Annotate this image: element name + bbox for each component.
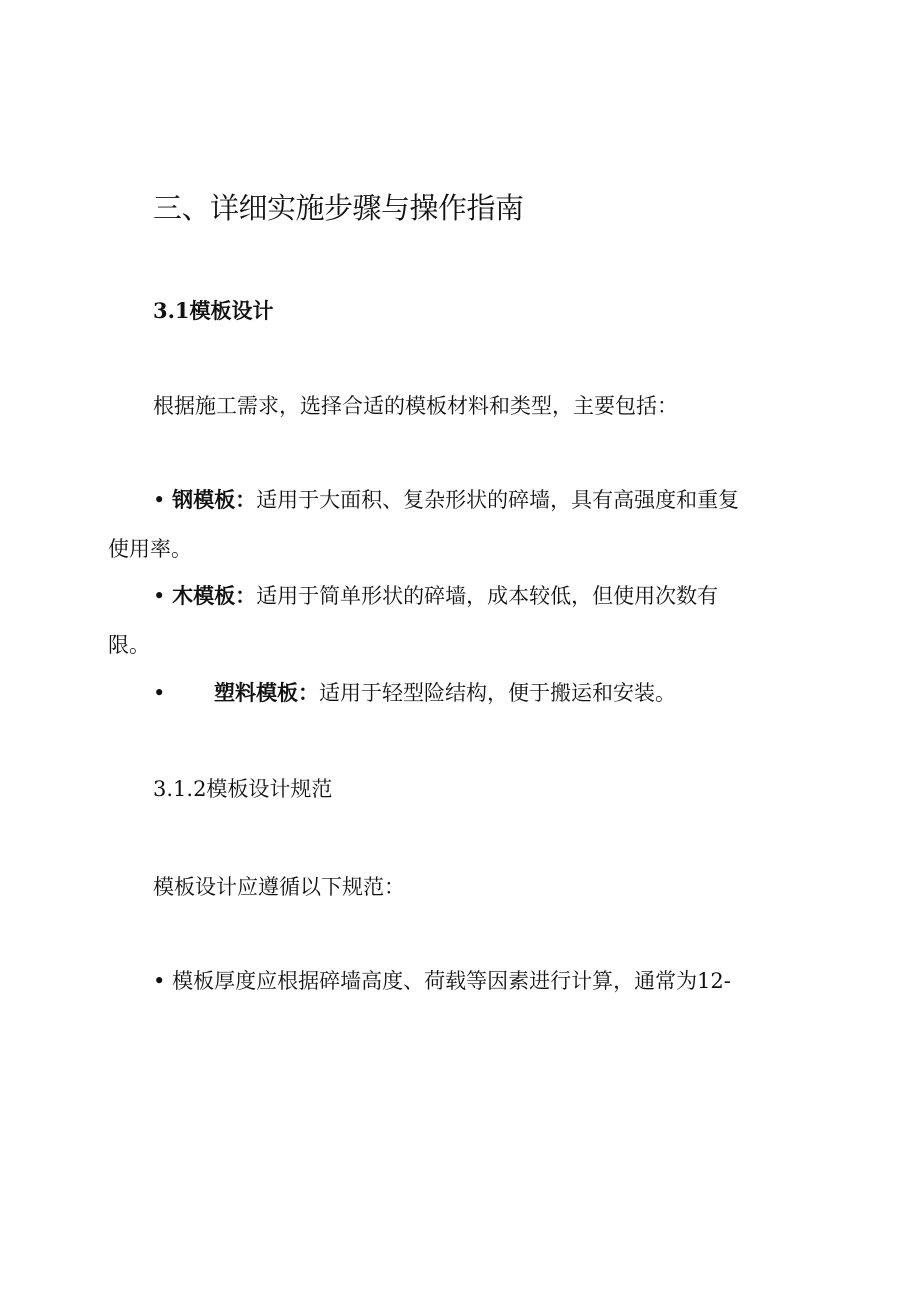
section-title: 3.1模板设计 bbox=[153, 298, 274, 323]
item-term: 塑料模板： bbox=[214, 680, 319, 705]
subsection-title: 3.1.2模板设计规范 bbox=[153, 777, 333, 801]
bullet-icon: • bbox=[153, 584, 166, 608]
item-text: 适用于大面积、复杂形状的碎墙，具有高强度和重复 bbox=[256, 488, 740, 512]
list-item-wood bbox=[153, 580, 718, 610]
item-text: 适用于轻型险结构，便于搬运和安装。 bbox=[319, 681, 676, 705]
list-item-plastic bbox=[153, 677, 676, 707]
bullet-icon: • bbox=[153, 969, 166, 993]
list-item-steel bbox=[153, 484, 739, 514]
item-term: 木模板： bbox=[172, 583, 257, 608]
item-text: 适用于简单形状的碎墙，成本较低，但使用次数有 bbox=[256, 584, 719, 608]
spec-intro-paragraph: 模板设计应遵循以下规范： bbox=[153, 875, 405, 899]
list-item-wood-continuation: 限。 bbox=[108, 633, 150, 657]
list-item-steel-continuation: 使用率。 bbox=[108, 537, 192, 561]
bullet-icon: • bbox=[153, 681, 166, 705]
item-term: 钢模板： bbox=[172, 487, 257, 512]
spec-list-item bbox=[153, 965, 731, 995]
chapter-heading: 三、详细实施步骤与操作指南 bbox=[153, 191, 524, 225]
bullet-icon: • bbox=[153, 488, 166, 512]
intro-paragraph: 根据施工需求，选择合适的模板材料和类型，主要包括： bbox=[153, 394, 678, 418]
item-text: 模板厚度应根据碎墙高度、荷载等因素进行计算，通常为12- bbox=[172, 969, 731, 993]
